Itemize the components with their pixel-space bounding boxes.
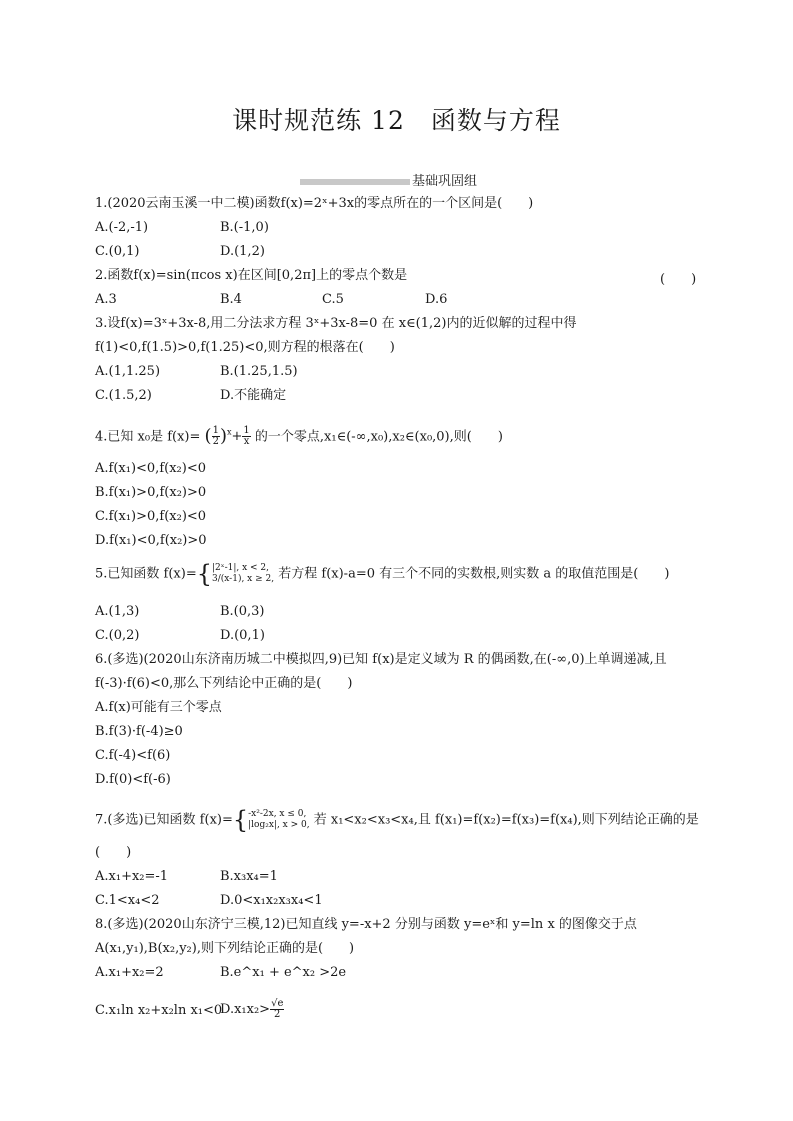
- q8-option-c: C.x₁ln x₂+x₂ln x₁<0: [95, 1003, 223, 1018]
- q1-option-a: A.(-2,-1): [95, 220, 149, 235]
- q3-option-a: A.(1,1.25): [95, 364, 161, 379]
- q5-piecewise: [212, 563, 274, 585]
- question-4-stem: [95, 425, 503, 447]
- q8-option-d-fraction: [270, 999, 284, 1020]
- q8-option-b: B.e^x₁ + e^x₂ >2e: [220, 965, 347, 980]
- q2-option-b: B.4: [220, 292, 242, 307]
- q8-option-a: A.x₁+x₂=2: [95, 965, 164, 980]
- section-title: 基础巩固组: [412, 174, 478, 189]
- q7-case-2: |log₂x|, x > 0,: [248, 820, 310, 830]
- q4-option-a: A.f(x₁)<0,f(x₂)<0: [95, 461, 206, 476]
- q5-case-1: |2ˣ-1|, x < 2,: [212, 563, 270, 573]
- q4-fraction-half: $\frac{1}{2}$: [212, 425, 219, 448]
- q1-option-b: B.(-1,0): [220, 220, 269, 235]
- q4-option-c: C.f(x₁)>0,f(x₂)<0: [95, 509, 207, 524]
- q6-option-b: B.f(3)·f(-4)≥0: [95, 724, 183, 739]
- question-5-stem: 5.已知函数 f(x)={ |2ˣ-1|, x < 2, 3/(x-1), x ≥ 2, 若方程 f(x)-a=0 有三个不同的实数根,则实数 a 的取值范围是( ): [95, 560, 670, 588]
- q5-option-a: A.(1,3): [95, 604, 140, 619]
- q5-stem-suffix: 若方程 f(x)-a=0 有三个不同的实数根,则实数 a 的取值范围是( ): [278, 566, 670, 582]
- q6-option-c: C.f(-4)<f(6): [95, 748, 171, 763]
- q3-option-d: D.不能确定: [220, 388, 287, 403]
- q8-option-d-prefix: D.x₁x₂>: [220, 1002, 271, 1017]
- q7-option-b: B.x₃x₄=1: [220, 869, 278, 884]
- q2-option-a: A.3: [95, 292, 117, 307]
- q5-stem-prefix: 5.已知函数 f(x)=: [95, 566, 197, 582]
- q7-option-c: C.1<x₄<2: [95, 893, 160, 908]
- q5-option-d: D.(0,1): [220, 628, 265, 643]
- q2-option-d: D.6: [425, 292, 448, 307]
- q6-option-a: A.f(x)可能有三个零点: [95, 700, 222, 715]
- q6-option-d: D.f(0)<f(-6): [95, 772, 171, 787]
- q5-option-b: B.(0,3): [220, 604, 265, 619]
- question-7-answer-paren: ( ): [95, 845, 132, 860]
- question-3-stem-line1: 3.设f(x)=3ˣ+3x-8,用二分法求方程 3ˣ+3x-8=0 在 x∈(1,2)内的近似解的过程中得: [95, 316, 577, 331]
- q4-fraction-1-over-x: $\frac{1}{x}$: [243, 425, 250, 448]
- q3-option-c: C.(1.5,2): [95, 388, 152, 403]
- question-8-stem-line1: 8.(多选)(2020山东济宁三模,12)已知直线 y=-x+2 分别与函数 y=eˣ和 y=ln x 的图像交于点: [95, 917, 637, 932]
- q3-option-b: B.(1.25,1.5): [220, 364, 298, 379]
- q7-stem-prefix: 7.(多选)已知函数 f(x)=: [95, 812, 233, 828]
- question-6-stem-line2: f(-3)·f(6)<0,那么下列结论中正确的是( ): [95, 676, 353, 691]
- section-header: [300, 170, 477, 189]
- q2-answer-paren: ( ): [660, 272, 697, 287]
- question-6-stem-line1: 6.(多选)(2020山东济南历城二中模拟四,9)已知 f(x)是定义域为 R 的偶函数,在(-∞,0)上单调递减,且: [95, 652, 667, 667]
- q7-option-a: A.x₁+x₂=-1: [95, 869, 169, 884]
- q1-option-c: C.(0,1): [95, 244, 140, 259]
- page-title: 课时规范练 12 函数与方程: [232, 106, 561, 135]
- q4-option-d: D.f(x₁)<0,f(x₂)>0: [95, 533, 207, 548]
- q4-stem-suffix: 的一个零点,x₁∈(-∞,x₀),x₂∈(x₀,0),则( ): [254, 429, 503, 445]
- q8-option-d: [220, 999, 284, 1020]
- q2-option-c: C.5: [322, 292, 344, 307]
- q7-option-d: D.0<x₁x₂x₃x₄<1: [220, 893, 323, 908]
- q7-stem-suffix: 若 x₁<x₂<x₃<x₄,且 f(x₁)=f(x₂)=f(x₃)=f(x₄),则下列结论正确的是: [313, 812, 699, 828]
- section-decoration-bar: [300, 179, 410, 185]
- q8-d-numerator: √e: [271, 998, 284, 1009]
- q5-case-2: 3/(x-1), x ≥ 2,: [212, 574, 275, 584]
- question-2-stem: 2.函数f(x)=sin(πcos x)在区间[0,2π]上的零点个数是: [95, 268, 408, 283]
- q7-piecewise: [248, 809, 309, 831]
- q4-option-b: B.f(x₁)>0,f(x₂)>0: [95, 485, 207, 500]
- question-7-stem: 7.(多选)已知函数 f(x)={ -x²-2x, x ≤ 0, |log₂x|, x > 0, 若 x₁<x₂<x₃<x₄,且 f(x₁)=f(x₂)=f(x₃)=f(x₄),则下列结论正确的是: [95, 806, 699, 834]
- q4-stem-prefix: 4.已知 x₀是 f(x)=: [95, 429, 201, 445]
- question-1-stem: 1.(2020云南玉溪一中二模)函数f(x)=2ˣ+3x的零点所在的一个区间是( ): [95, 196, 534, 211]
- q4-formula: ( $\frac{1}{2}$ )$^x$+ $\frac{1}{x}$: [204, 425, 250, 448]
- q1-option-d: D.(1,2): [220, 244, 265, 259]
- question-3-stem-line2: f(1)<0,f(1.5)>0,f(1.25)<0,则方程的根落在( ): [95, 340, 395, 355]
- q7-case-1: -x²-2x, x ≤ 0,: [248, 809, 307, 819]
- q5-option-c: C.(0,2): [95, 628, 140, 643]
- question-8-stem-line2: A(x₁,y₁),B(x₂,y₂),则下列结论正确的是( ): [95, 941, 355, 956]
- q8-d-denominator: 2: [274, 1009, 281, 1020]
